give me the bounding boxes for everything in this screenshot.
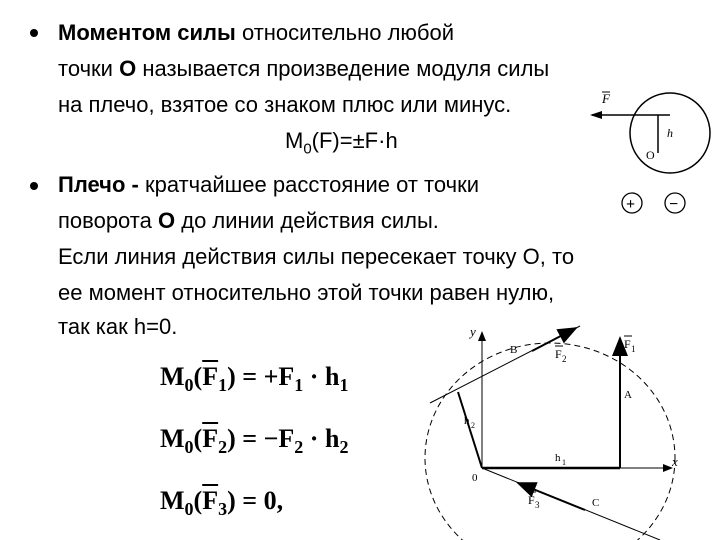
bullet1-line1 (58, 20, 454, 46)
point-c-label: C (592, 497, 600, 509)
arm-dash: - (125, 172, 145, 197)
f2-arrow (532, 328, 576, 351)
h2-arm (458, 392, 482, 468)
bullet1-line2-a: точки (58, 56, 120, 81)
bullet2-line4: ее момент относительно этой точки равен нулю, (58, 280, 555, 305)
bullet-marker-1 (30, 29, 38, 37)
formula-f3: $M_0(\overline{F}_3) = 0$, (160, 486, 284, 520)
point-b-label: B (510, 344, 518, 356)
h1-label: h (555, 452, 561, 464)
moment-term: Моментом силы (58, 20, 236, 45)
forces-diagram (400, 318, 700, 540)
bullet1-line1-text: относительно любой (241, 20, 455, 45)
bullet-marker-2 (30, 182, 38, 190)
formula-sub: 0 (303, 140, 312, 158)
bullet2-line2-a: поворота (58, 208, 158, 233)
force-arrowhead (590, 111, 602, 119)
dashed-circle (425, 343, 675, 540)
h2-label: h (464, 415, 470, 427)
f2-sub: 2 (562, 354, 567, 364)
h2-sub: 2 (471, 421, 475, 430)
arm-label: h (667, 126, 673, 140)
formula-m: M (285, 128, 304, 153)
bullet2-line5: так как h=0. (58, 314, 178, 339)
f1-label: F (624, 337, 631, 351)
origin-label: 0 (472, 472, 478, 484)
bullet2-line1-text: кратчайшее расстояние от точки (144, 172, 480, 197)
origin-label: O (646, 148, 655, 162)
x-axis-label: x (672, 454, 678, 469)
bullet2-line2 (58, 208, 439, 234)
f2-label: F (555, 347, 562, 361)
formula-f1: $M_0(\overline{F}_1) = +F_1 \cdot h_1$ (160, 362, 349, 396)
bullet2-line1 (58, 172, 479, 198)
point-a-label: A (624, 389, 632, 401)
moment-formula (285, 128, 398, 162)
bullet1-line2-c: называется произведение модуля силы (136, 56, 550, 81)
f3-sub: 3 (535, 500, 540, 510)
formula-f2: $M_0(\overline{F}_2) = -F_2 \cdot h_2$ (160, 424, 349, 458)
plus-sign: + (626, 196, 636, 213)
y-axis-label: y (470, 324, 476, 339)
bullet1-line3: на плечо, взятое со знаком плюс или минус. (58, 92, 512, 117)
point-o-term-2: О (158, 208, 176, 233)
bullet2-line2-c: до линии действия силы. (175, 208, 439, 233)
bullet2-line3: Если линия действия силы пересекает точку О, то (58, 244, 575, 269)
bullet1-line2 (58, 56, 549, 82)
h1-sub: 1 (562, 458, 566, 467)
moment-illustration (570, 85, 720, 225)
force-label: F (602, 91, 610, 106)
minus-sign: − (669, 196, 679, 213)
f1-sub: 1 (631, 344, 636, 354)
formula-rest: (F)=±F·h (311, 128, 398, 153)
arm-term: Плечо (58, 172, 126, 197)
point-o-term: О (119, 56, 137, 81)
f3-label: F (528, 493, 535, 507)
